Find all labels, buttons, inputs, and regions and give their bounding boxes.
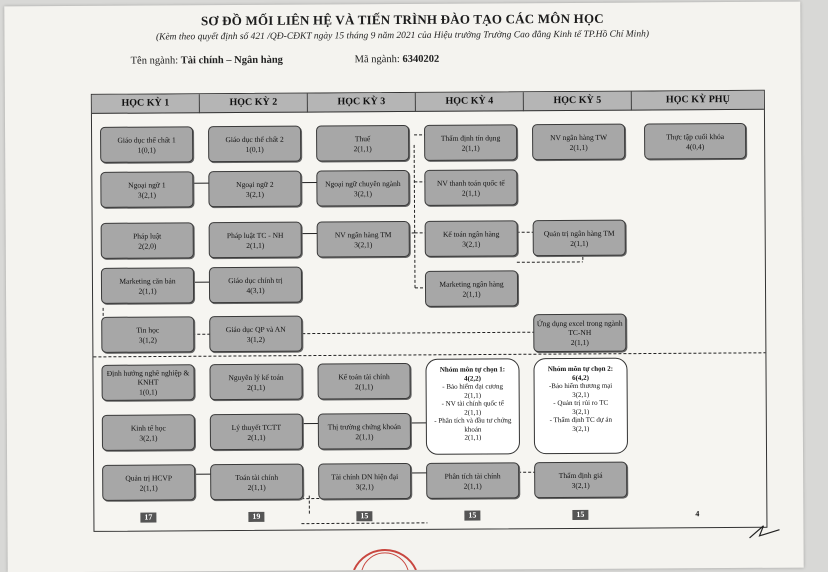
course-credits: 1(0,1)	[101, 145, 192, 155]
course-credits: 2(1,1)	[319, 381, 410, 391]
course-name: Nguyên lý kế toán	[211, 372, 302, 382]
elective-item-credits: 3(2,1)	[535, 424, 627, 433]
elective-item-credits: 3(2,1)	[535, 407, 627, 416]
course-box	[210, 414, 303, 451]
course-box	[209, 267, 302, 304]
course-box	[209, 222, 302, 259]
course-box	[208, 171, 301, 208]
course-credits: 2(1,1)	[425, 143, 516, 153]
course-box	[425, 270, 518, 307]
document-page	[4, 2, 803, 572]
course-name: Ngoại ngữ chuyên ngành	[317, 178, 408, 188]
course-box	[101, 222, 194, 259]
course-box	[534, 462, 627, 499]
course-box	[318, 463, 411, 500]
course-credits: 2(1,1)	[211, 482, 302, 492]
semester-2-total: 19	[248, 512, 264, 522]
elective-item-credits: 2(1,1)	[427, 391, 519, 400]
course-credits: 2(1,1)	[210, 240, 301, 250]
course-credits: 2(1,1)	[103, 483, 194, 493]
course-credits: 2(1,1)	[534, 338, 625, 348]
course-name: Tài chính DN hiện đại	[319, 471, 410, 481]
course-credits: 2(1,1)	[319, 431, 410, 441]
elective-group-credits: 6(4,2)	[535, 373, 627, 382]
semester-5-header: HỌC KỲ 5	[524, 92, 632, 112]
course-box	[424, 124, 517, 161]
course-box	[316, 125, 409, 162]
course-box	[426, 462, 519, 499]
code-value: 6340202	[402, 54, 439, 65]
course-name: Quản trị ngân hàng TM	[534, 228, 625, 238]
course-box	[533, 314, 626, 353]
semester-2-header: HỌC KỲ 2	[200, 94, 308, 114]
course-name: Toán tài chính	[211, 472, 302, 482]
course-name: Thuế	[317, 133, 408, 143]
course-credits: 3(2,1)	[318, 239, 409, 249]
course-credits: 3(2,1)	[319, 481, 410, 491]
course-box	[317, 363, 410, 400]
elective-item-credits: 3(2,1)	[535, 390, 627, 399]
course-box	[102, 464, 195, 501]
elective-item: - Phân tích và đầu tư chứng khoán	[427, 416, 519, 434]
elective-item-credits: 2(1,1)	[427, 433, 519, 442]
course-name: Giáo dục thể chất 2	[209, 134, 300, 144]
course-box	[100, 171, 193, 208]
major-line	[131, 55, 283, 67]
supplementary-semester-header: HỌC KỲ PHỤ	[632, 91, 764, 111]
course-box	[209, 316, 302, 353]
course-box	[316, 170, 409, 207]
signature-mark	[745, 518, 785, 542]
course-credits: 4(0,4)	[645, 141, 745, 151]
elective-group-title: Nhóm môn tự chọn 1:	[426, 365, 518, 374]
major-label: Tên ngành:	[131, 55, 179, 66]
course-credits: 3(2,1)	[535, 480, 626, 490]
major-value: Tài chính – Ngân hàng	[181, 55, 283, 67]
course-credits: 1(0,1)	[103, 387, 194, 397]
elective-group-title: Nhóm môn tự chọn 2:	[534, 365, 626, 374]
course-name: Định hướng nghề nghiệp & KNHT	[102, 368, 193, 387]
course-name: Thẩm định giá	[535, 470, 626, 480]
course-name: Marketing căn bản	[102, 276, 193, 286]
elective-item: - Bảo hiểm đại cương	[427, 382, 519, 391]
course-box	[101, 316, 194, 353]
course-box	[101, 267, 194, 304]
course-name: Kế toán tài chính	[319, 371, 410, 381]
course-credits: 3(2,1)	[103, 433, 194, 443]
code-line	[355, 54, 440, 66]
course-credits: 2(1,1)	[534, 238, 625, 248]
course-box	[317, 221, 410, 258]
course-credits: 2(1,1)	[102, 286, 193, 296]
course-box	[424, 169, 517, 206]
course-name: Thực tập cuối khóa	[645, 131, 745, 141]
course-box	[532, 124, 625, 161]
course-credits: 2(1,1)	[317, 143, 408, 153]
elective-group-credits: 4(2,2)	[427, 374, 519, 383]
course-box	[533, 220, 626, 257]
course-credits: 2(2,0)	[102, 241, 193, 251]
semester-5-total: 15	[572, 510, 588, 520]
course-credits: 3(1,2)	[102, 335, 193, 345]
course-name: Quản trị HCVP	[103, 473, 194, 483]
course-box	[102, 414, 195, 451]
course-name: Giáo dục chính trị	[210, 275, 301, 285]
red-seal-stamp	[350, 548, 420, 570]
semester-4-header: HỌC KỲ 4	[416, 92, 524, 112]
elective-item: - Quản trị rủi ro TC	[535, 399, 627, 408]
course-name: Lý thuyết TCTT	[211, 422, 302, 432]
course-box	[644, 123, 746, 160]
elective-group-2	[533, 358, 628, 455]
course-name: Giáo dục QP và AN	[210, 324, 301, 334]
course-credits: 2(1,1)	[427, 481, 518, 491]
elective-item: - Thẩm định TC dự án	[535, 416, 627, 425]
course-name: NV ngân hàng TM	[318, 229, 409, 239]
elective-item: -Bảo hiểm thương mại	[535, 382, 627, 391]
course-credits: 3(2,1)	[209, 189, 300, 199]
course-credits: 3(2,1)	[317, 188, 408, 198]
course-name: Ngoại ngữ 1	[101, 180, 192, 190]
semester-1-total: 17	[140, 513, 156, 523]
course-credits: 3(2,1)	[426, 239, 517, 249]
elective-group-1	[425, 358, 520, 455]
course-name: NV thanh toán quốc tế	[425, 178, 516, 188]
course-box	[208, 126, 301, 163]
course-box	[209, 364, 302, 401]
course-name: Pháp luật TC - NH	[210, 230, 301, 240]
course-credits: 2(1,1)	[211, 432, 302, 442]
course-box	[210, 464, 303, 501]
course-box	[101, 364, 194, 401]
course-box	[318, 413, 411, 450]
course-name: Ứng dụng excel trong ngành TC-NH	[534, 319, 625, 338]
elective-item-credits: 2(1,1)	[427, 408, 519, 417]
course-credits: 4(3,1)	[210, 285, 301, 295]
course-name: Ngoại ngữ 2	[209, 179, 300, 189]
semester-3-header: HỌC KỲ 3	[308, 93, 416, 113]
elective-item: - NV tài chính quốc tế	[427, 399, 519, 408]
supplementary-total: 4	[692, 509, 702, 519]
course-name: Giáo dục thể chất 1	[101, 135, 192, 145]
course-name: Pháp luật	[102, 231, 193, 241]
course-credits: 1(0,1)	[209, 144, 300, 154]
code-label: Mã ngành:	[355, 54, 400, 65]
course-credits: 3(1,2)	[210, 334, 301, 344]
course-credits: 3(2,1)	[101, 190, 192, 200]
document-subtitle: (Kèm theo quyết định số 421 /QĐ-CĐKT ngày 15 tháng 9 năm 2021 của Hiệu trưởng Trường Cao đẳng Kinh tế TP.Hồ Chí Minh)	[4, 29, 800, 44]
course-credits: 2(1,1)	[211, 382, 302, 392]
curriculum-diagram	[91, 90, 768, 532]
course-name: Kinh tế học	[103, 423, 194, 433]
document-title: SƠ ĐỒ MỐI LIÊN HỆ VÀ TIẾN TRÌNH ĐÀO TẠO CÁC MÔN HỌC	[4, 10, 800, 31]
course-credits: 2(1,1)	[425, 188, 516, 198]
course-name: Kế toán ngân hàng	[426, 229, 517, 239]
course-credits: 2(1,1)	[426, 289, 517, 299]
course-name: Tin học	[102, 325, 193, 335]
course-name: Thị trường chứng khoán	[319, 421, 410, 431]
course-name: Thẩm định tín dụng	[425, 133, 516, 143]
semester-3-total: 15	[356, 511, 372, 521]
course-name: Marketing ngân hàng	[426, 279, 517, 289]
semester-1-header: HỌC KỲ 1	[92, 94, 200, 114]
course-credits: 2(1,1)	[533, 142, 624, 152]
course-box	[100, 126, 193, 163]
course-box	[425, 220, 518, 257]
course-name: Phân tích tài chính	[427, 471, 518, 481]
semester-4-total: 15	[464, 511, 480, 521]
course-name: NV ngân hàng TW	[533, 132, 624, 142]
